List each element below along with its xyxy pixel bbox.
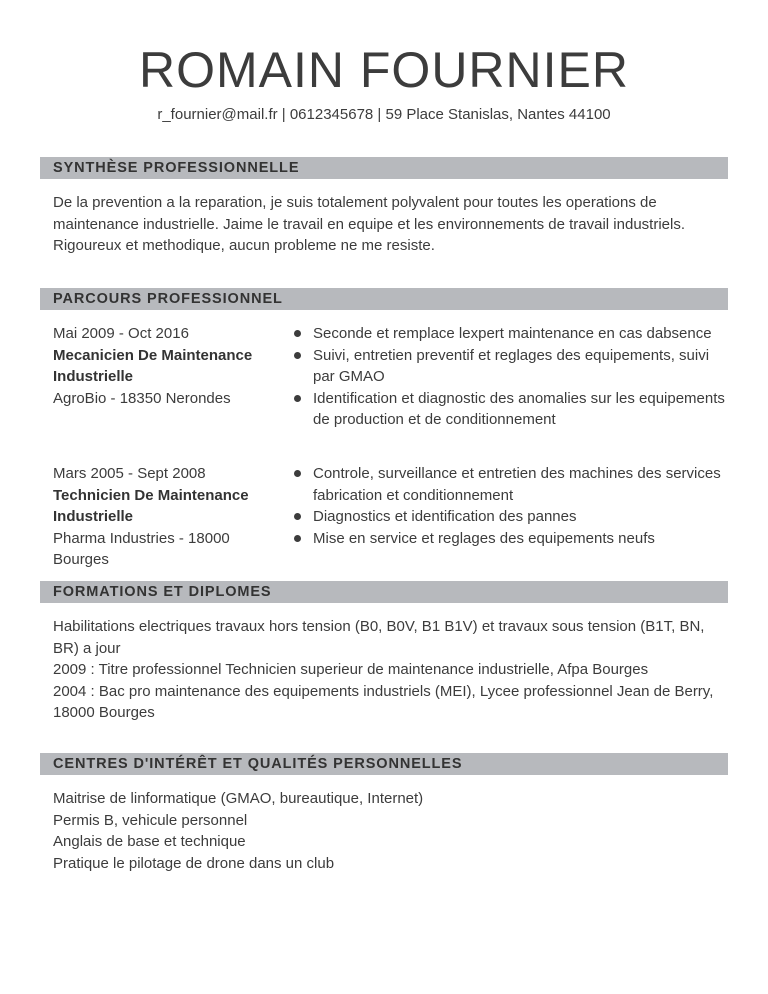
summary-text: De la prevention a la reparation, je suis totalement polyvalent pour toutes les operations de maintenance industrielle. Jaime le travail en equipe et les environnements de travail industriels. Rigoureux et methodique, aucun probleme ne me resiste.	[53, 194, 686, 254]
contact-info: r_fournier@mail.fr | 0612345678 | 59 Place Stanislas, Nantes 44100	[157, 106, 611, 123]
job-2-dates: Mars 2005 - Sept 2008	[53, 465, 206, 482]
education-line: 2004 : Bac pro maintenance des equipements industriels (MEI), Lycee professionnel Jean de Berry, 18000 Bourges	[53, 682, 714, 721]
interests-heading: CENTRES D'INTÉRÊT ET QUALITÉS PERSONNELLES	[53, 756, 463, 772]
job-2-tasks	[290, 463, 725, 549]
education-line: Habilitations electriques travaux hors tension (B0, B0V, B1 B1V) et travaux sous tension (B1T, BN, BR) a jour	[53, 618, 705, 657]
interests-list	[53, 788, 723, 874]
list-item: Suivi, entretien preventif et reglages des equipements, suivi par GMAO	[290, 345, 725, 388]
experience-heading: PARCOURS PROFESSIONNEL	[53, 291, 283, 307]
job-2-title: Technicien De Maintenance Industrielle	[53, 486, 249, 525]
job-1-title: Mecanicien De Maintenance Industrielle	[53, 346, 253, 385]
job-2-company: Pharma Industries - 18000 Bourges	[53, 529, 230, 568]
job-1-dates: Mai 2009 - Oct 2016	[53, 325, 189, 342]
summary-heading-bar	[40, 157, 728, 179]
interest-line: Anglais de base et technique	[53, 833, 246, 850]
interest-line: Maitrise de linformatique (GMAO, bureautique, Internet)	[53, 790, 424, 807]
interest-line: Permis B, vehicule personnel	[53, 811, 248, 829]
candidate-name: ROMAIN FOURNIER	[139, 42, 629, 98]
interests-heading-bar	[40, 753, 728, 775]
education-heading-bar	[40, 581, 728, 603]
experience-heading-bar	[40, 288, 728, 310]
job-1-info	[53, 323, 273, 409]
list-item: Seconde et remplace lexpert maintenance en cas dabsence	[290, 323, 725, 345]
interest-line: Pratique le pilotage de drone dans un club	[53, 854, 335, 872]
job-1-company: AgroBio - 18350 Nerondes	[53, 389, 231, 407]
job-1-tasks	[290, 323, 725, 431]
list-item: Diagnostics et identification des pannes	[290, 506, 725, 528]
education-list	[53, 616, 723, 724]
job-2-info	[53, 463, 273, 571]
education-line: 2009 : Titre professionnel Technicien superieur de maintenance industrielle, Afpa Bourges	[53, 661, 649, 678]
list-item: Controle, surveillance et entretien des machines des services fabrication et conditionnement	[290, 463, 725, 506]
education-heading: FORMATIONS ET DIPLOMES	[53, 584, 272, 600]
summary-heading: SYNTHÈSE PROFESSIONNELLE	[53, 160, 300, 176]
list-item: Identification et diagnostic des anomalies sur les equipements de production et de conditionnement	[290, 388, 725, 431]
list-item: Mise en service et reglages des equipements neufs	[290, 528, 725, 550]
